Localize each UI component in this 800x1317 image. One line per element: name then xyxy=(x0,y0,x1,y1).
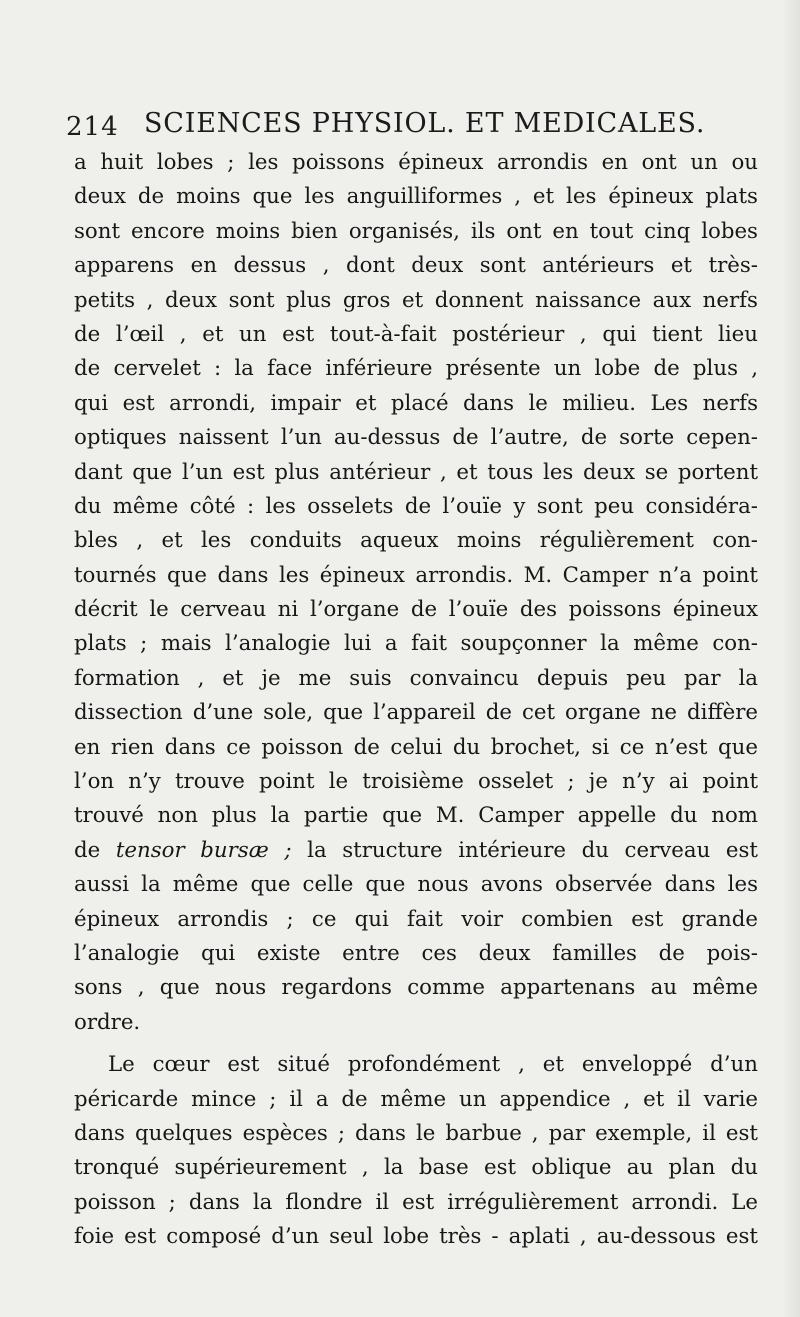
text-line: a huit lobes ; les poissons épineux arrondis en ont un ou xyxy=(74,150,758,175)
text-line: poisson ; dans la flondre il est irrégulièrement arrondi. Le xyxy=(74,1189,758,1215)
text-line: apparens en dessus , dont deux sont antérieurs et très- xyxy=(74,253,758,279)
text-line: plats ; mais l’analogie lui a fait soupçonner la même con- xyxy=(74,631,758,657)
text-line: sons , que nous regardons comme appartenans au même xyxy=(74,975,758,1001)
text-line: foie est composé d’un seul lobe très - aplati , au-dessous est xyxy=(74,1224,758,1250)
paragraph-gap xyxy=(74,1040,758,1048)
latin-term: tensor bursæ ; xyxy=(115,837,292,863)
text-line: Le cœur est situé profondément , et enveloppé d’un xyxy=(108,1052,758,1078)
line-suffix: la structure intérieure du cerveau est xyxy=(307,837,758,863)
text-line: deux de moins que les anguilliformes , et les épineux plats xyxy=(74,184,758,210)
text-line: l’analogie qui existe entre ces deux familles de pois- xyxy=(74,940,758,966)
text-line: formation , et je me suis convaincu depuis peu par la xyxy=(74,665,758,691)
text-line: décrit le cerveau ni l’organe de l’ouïe des poissons épineux xyxy=(74,597,758,623)
text-line: en rien dans ce poisson de celui du brochet, si ce n’est que xyxy=(74,734,758,760)
text-line: petits , deux sont plus gros et donnent naissance aux nerfs xyxy=(74,287,758,313)
text-line-with-italic xyxy=(74,834,758,868)
text-line: de cervelet : la face inférieure présente un lobe de plus , xyxy=(74,356,758,382)
text-line: dant que l’un est plus antérieur , et tous les deux se portent xyxy=(74,459,758,485)
text-line: trouvé non plus la partie que M. Camper appelle du nom xyxy=(74,803,758,829)
paragraph-2 xyxy=(74,1048,758,1254)
text-line: dans quelques espèces ; dans le barbue , par exemple, il est xyxy=(74,1120,758,1146)
text-line: aussi la même que celle que nous avons observée dans les xyxy=(74,872,758,898)
running-head: SCIENCES PHYSIOL. ET MEDICALES. xyxy=(144,108,706,139)
text-line: dissection d’une sole, que l’appareil de cet organe ne diffère xyxy=(74,700,758,726)
text-line: sont encore moins bien organisés, ils ont en tout cinq lobes xyxy=(74,218,758,244)
paragraph-1 xyxy=(74,146,758,1040)
text-line: péricarde mince ; il a de même un appendice , et il varie xyxy=(74,1086,758,1112)
page-number: 214 xyxy=(66,112,119,142)
page-shadow xyxy=(782,0,800,1317)
text-line-last: ordre. xyxy=(74,1009,141,1035)
text-line: bles , et les conduits aqueux moins régulièrement con- xyxy=(74,528,758,554)
text-line: de l’œil , et un est tout-à-fait postérieur , qui tient lieu xyxy=(74,321,758,347)
page-header xyxy=(66,104,706,146)
line-prefix: de xyxy=(74,837,101,863)
text-line: tournés que dans les épineux arrondis. M. Camper n’a point xyxy=(74,562,758,588)
text-line: l’on n’y trouve point le troisième osselet ; je n’y ai point xyxy=(74,769,758,795)
text-line: épineux arrondis ; ce qui fait voir combien est grande xyxy=(74,906,758,932)
text-line: qui est arrondi, impair et placé dans le milieu. Les nerfs xyxy=(74,390,758,416)
body-text xyxy=(74,146,758,1255)
text-line: du même côté : les osselets de l’ouïe y sont peu considéra- xyxy=(74,493,758,519)
text-line: tronqué supérieurement , la base est oblique au plan du xyxy=(74,1155,758,1181)
text-line: optiques naissent l’un au-dessus de l’autre, de sorte cepen- xyxy=(74,425,758,451)
